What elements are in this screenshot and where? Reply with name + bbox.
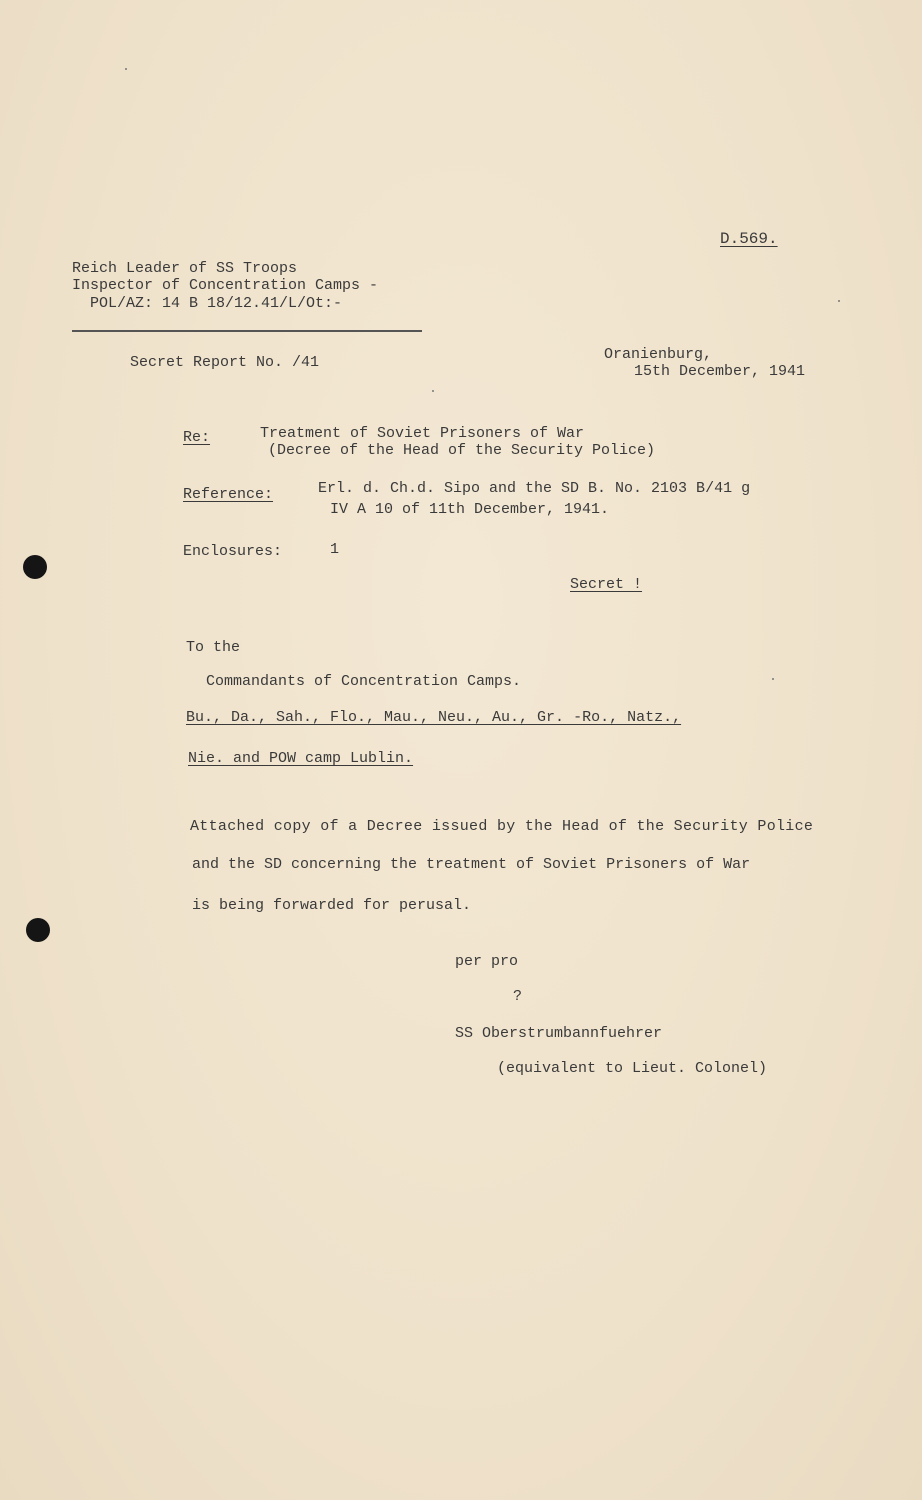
signature-rank: SS Oberstrumbannfuehrer <box>455 1025 663 1042</box>
per-pro: per pro <box>455 953 519 970</box>
punch-hole-top <box>23 555 47 579</box>
re-line-2: (Decree of the Head of the Security Police) <box>268 442 656 459</box>
reference-line-1: Erl. d. Ch.d. Sipo and the SD B. No. 2103 B/41 g <box>318 480 751 497</box>
addressee-recipients: Commandants of Concentration Camps. <box>206 673 522 690</box>
classification-stamp: Secret ! <box>570 576 643 593</box>
body-line-1: Attached copy of a Decree issued by the Head of the Security Police <box>190 818 814 835</box>
document-number: D.569. <box>720 230 778 248</box>
enclosures-value: 1 <box>330 541 340 558</box>
header-divider <box>72 330 422 332</box>
camps-line-1: Bu., Da., Sah., Flo., Mau., Neu., Au., Gr. -Ro., Natz., <box>186 709 682 726</box>
camps-line-2: Nie. and POW camp Lublin. <box>188 750 414 767</box>
speck <box>432 390 434 392</box>
signature-name: ? <box>513 988 523 1005</box>
body-line-2: and the SD concerning the treatment of Soviet Prisoners of War <box>192 856 751 873</box>
reference-line-2: IV A 10 of 11th December, 1941. <box>330 501 610 518</box>
re-line-1: Treatment of Soviet Prisoners of War <box>260 425 585 442</box>
body-line-3: is being forwarded for perusal. <box>192 897 472 914</box>
re-label: Re: <box>183 429 211 446</box>
punch-hole-bottom <box>26 918 50 942</box>
date: 15th December, 1941 <box>634 363 806 380</box>
place: Oranienburg, <box>604 346 713 363</box>
speck <box>838 300 840 302</box>
report-number: Secret Report No. /41 <box>130 354 320 371</box>
signature-equivalent: (equivalent to Lieut. Colonel) <box>497 1060 768 1077</box>
sender-line-1: Reich Leader of SS Troops <box>72 260 298 277</box>
speck <box>772 678 774 680</box>
sender-line-3: POL/AZ: 14 B 18/12.41/L/Ot:- <box>90 295 343 312</box>
sender-line-2: Inspector of Concentration Camps - <box>72 277 379 294</box>
enclosures-label: Enclosures: <box>183 543 283 560</box>
speck <box>125 68 127 70</box>
reference-label: Reference: <box>183 486 274 503</box>
addressee-to: To the <box>186 639 241 656</box>
